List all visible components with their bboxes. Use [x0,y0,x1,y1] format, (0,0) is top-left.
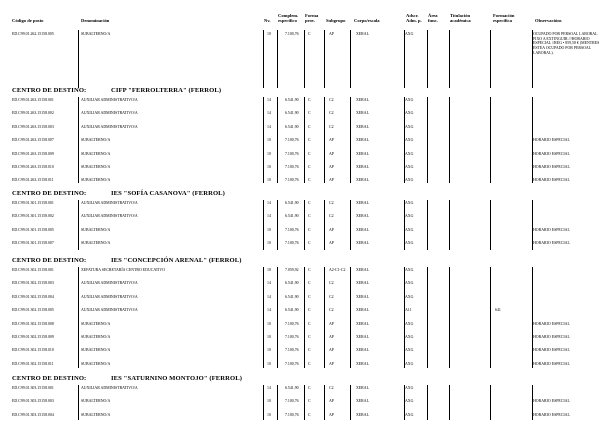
cell-codigo: ED.C99.01.262.15158.005 [12,32,54,36]
cell-corpo: XERAL [356,201,369,205]
cell-subgrupo: AP [329,321,334,326]
cell-denominacion: SUBALTERNO/A [81,227,111,232]
column-rule [277,97,278,183]
cell-denominacion: AUXILIAR ADMINISTRATIVO/A [81,281,138,286]
header-titulacion-line2: académica [450,18,471,24]
cell-forma: C [308,165,311,169]
column-rule [324,385,325,420]
header-area-line1: Área [428,13,438,18]
header-corpo: Corpo/escala [354,18,380,23]
column-rule [490,97,491,183]
column-rule [449,97,450,183]
section-label: CENTRO DE DESTINO: [12,87,87,94]
cell-observaciones: OCUPADO POR PERSOAL LABORAL FIXO A EXTINGUIR ///HORARIO ESPECIAL //REG • 859,58 € (MENTRES ESTEA OCUPADO POR PERSOAL LABORAL). [533,32,600,55]
column-rule [532,97,533,183]
header-complemento-line1: Complem. [278,13,299,18]
cell-codigo: ED.C99.01.302.15158.005 [12,308,54,313]
cell-subgrupo: AP [329,348,334,353]
column-rule [350,200,351,250]
cell-adscr: AXG [405,178,414,183]
cell-observaciones: HORARIO ESPECIAL [533,165,570,169]
cell-nivel: 10 [267,399,271,404]
cell-subgrupo: C2 [329,281,334,286]
cell-complemento: 7.100,76 [285,335,299,339]
cell-complemento: 6.541,90 [285,308,299,313]
column-rule [427,200,428,250]
cell-denominacion: SUBALTERNO/A [81,151,111,156]
cell-corpo: XERAL [356,241,369,246]
column-rule [532,200,533,250]
cell-complemento: 6.541,90 [285,201,299,205]
header-adscr-line1: Adscr. [406,13,419,18]
column-rule [304,97,305,183]
cell-nivel: 14 [267,281,271,286]
cell-adscr: AXG [405,321,414,326]
column-rule [78,30,79,88]
cell-subgrupo: C2 [329,111,334,116]
cell-codigo: ED.C99.01.302.15158.009 [12,335,54,339]
cell-codigo: ED.C99.01.303.15158.004 [12,412,54,417]
column-rule [532,30,533,88]
cell-denominacion: SUBALTERNO/A [81,241,111,246]
column-rule [263,385,264,420]
cell-observaciones: HORARIO ESPECIAL [533,151,570,156]
cell-denominacion: AUXILIAR ADMINISTRATIVO/A [81,124,138,129]
header-observaciones: Observacións [535,18,562,23]
cell-forma: C [308,151,311,156]
cell-codigo: ED.C99.01.263.15158.003 [12,124,54,129]
cell-subgrupo: C2 [329,308,334,313]
cell-denominacion: XEFATURA SECRETARÍA CENTRO EDUCATIVO [81,268,166,272]
cell-nivel: 10 [267,412,271,417]
cell-complemento: 7.100,76 [285,399,299,404]
cell-corpo: XERAL [356,227,369,232]
cell-codigo: ED.C99.01.301.15158.001 [12,201,54,205]
cell-subgrupo: A2-C1-C2 [329,268,346,272]
cell-adscr: AXG [405,412,414,417]
cell-subgrupo: C2 [329,386,334,390]
cell-subgrupo: AP [329,335,334,339]
cell-nivel: 10 [267,227,271,232]
column-rule [277,30,278,88]
header-forma [305,13,318,23]
cell-observaciones: HORARIO ESPECIAL [533,241,570,246]
cell-nivel: 10 [267,335,271,339]
cell-corpo: XERAL [356,399,369,404]
column-rule [404,385,405,420]
cell-forma: C [308,308,311,313]
cell-codigo: ED.C99.01.263.15158.002 [12,111,54,116]
cell-adscr: AXG [405,348,414,353]
cell-codigo: ED.C99.01.263.15158.001 [12,98,54,102]
header-formacion-line1: Formación [493,13,515,18]
cell-adscr: AXG [405,111,414,116]
column-rule [263,267,264,368]
cell-denominacion: AUXILIAR ADMINISTRATIVO/A [81,308,138,313]
cell-forma: C [308,201,311,205]
cell-forma: C [308,399,311,404]
cell-observaciones: HORARIO ESPECIAL [533,399,570,404]
column-rule [404,30,405,88]
cell-adscr: AXG [405,281,414,286]
cell-adscr: A11 [405,308,412,313]
cell-codigo: ED.C99.01.301.15158.007 [12,241,54,246]
cell-forma: C [308,98,311,102]
cell-adscr: AXG [405,214,414,219]
cell-forma: C [308,335,311,339]
cell-codigo: ED.C99.01.263.15158.009 [12,151,54,156]
header-subgrupo: Subgrupo [326,18,346,23]
cell-corpo: XERAL [356,361,369,366]
cell-codigo: ED.C99.01.302.15158.011 [12,361,54,366]
header-formacion-line2: específica [493,18,512,24]
cell-subgrupo: AP [329,361,334,366]
column-rule [449,30,450,88]
cell-corpo: XERAL [356,151,369,156]
cell-denominacion: SUBALTERNO/A [81,412,111,417]
column-rule [350,385,351,420]
cell-subgrupo: AP [329,151,334,156]
cell-corpo: XERAL [356,308,369,313]
cell-nivel: 10 [267,348,271,353]
column-rule [277,200,278,250]
column-rule [490,200,491,250]
cell-subgrupo: AP [329,138,334,143]
cell-forma: C [308,268,311,272]
cell-nivel: 14 [267,386,271,390]
column-rule [532,385,533,420]
section-label: CENTRO DE DESTINO: [12,257,87,264]
cell-forma: C [308,361,311,366]
cell-codigo: ED.C99.01.302.15158.008 [12,321,54,326]
cell-corpo: XERAL [356,348,369,353]
cell-nivel: 10 [267,32,271,36]
cell-denominacion: SUBALTERNO/A [81,178,111,183]
section-label: CENTRO DE DESTINO: [12,375,87,382]
cell-adscr: AXG [405,241,414,246]
cell-denominacion: SUBALTERNO/A [81,335,111,339]
column-rule [78,385,79,420]
cell-corpo: XERAL [356,268,369,272]
cell-forma: C [308,178,311,183]
cell-codigo: ED.C99.01.302.15158.003 [12,281,54,286]
column-rule [404,200,405,250]
cell-corpo: XERAL [356,138,369,143]
cell-nivel: 14 [267,214,271,219]
cell-observaciones: HORARIO ESPECIAL [533,321,570,326]
header-titulacion-line1: Titulación [450,13,471,18]
cell-adscr: AXG [405,201,414,205]
section-name: IES "SOFÍA CASANOVA" (FERROL) [111,190,225,197]
section-title [12,190,225,197]
cell-codigo: ED.C99.01.302.15158.004 [12,294,54,299]
column-rule [490,267,491,368]
header-nivel: Nv. [264,18,271,23]
column-rule [324,200,325,250]
cell-subgrupo: C2 [329,98,334,102]
cell-subgrupo: AP [329,227,334,232]
cell-adscr: AXG [405,124,414,129]
cell-nivel: 10 [267,151,271,156]
cell-nivel: 14 [267,308,271,313]
cell-denominacion: SUBALTERNO/A [81,348,111,353]
column-rule [490,30,491,88]
header-forma-line1: Forma [305,13,319,18]
cell-forma: C [308,214,311,219]
cell-adscr: AXG [405,165,414,169]
cell-nivel: 10 [267,165,271,169]
cell-codigo: ED.C99.01.302.15158.010 [12,348,54,353]
column-rule [263,200,264,250]
cell-subgrupo: AP [329,412,334,417]
column-rule [304,200,305,250]
cell-denominacion: AUXILIAR ADMINISTRATIVO/A [81,201,138,205]
cell-denominacion: SUBALTERNO/A [81,399,111,404]
cell-corpo: XERAL [356,32,369,36]
section-title [12,375,242,382]
column-rule [324,97,325,183]
cell-complemento: 6.541,90 [285,98,299,102]
cell-nivel: 10 [267,241,271,246]
cell-complemento: 7.059,92 [285,268,299,272]
cell-codigo: ED.C99.01.263.15158.011 [12,178,54,183]
cell-adscr: AXG [405,335,414,339]
cell-nivel: 14 [267,124,271,129]
header-forma-line2: prov. [305,18,315,24]
cell-corpo: XERAL [356,111,369,116]
column-rule [350,267,351,368]
cell-observaciones: HORARIO ESPECIAL [533,227,570,232]
header-complemento-line2: específico [278,18,297,24]
cell-denominacion: SUBALTERNO/A [81,321,111,326]
column-rule [78,97,79,183]
cell-forma: C [308,281,311,286]
cell-forma: C [308,227,311,232]
column-rule [427,30,428,88]
cell-complemento: 6.541,90 [285,386,299,390]
cell-observaciones: HORARIO ESPECIAL [533,361,570,366]
cell-forma: C [308,32,311,36]
cell-observaciones: HORARIO ESPECIAL [533,178,570,183]
cell-complemento: 6.541,90 [285,124,299,129]
cell-codigo: ED.C99.01.303.15158.003 [12,399,54,404]
cell-forma: C [308,294,311,299]
cell-adscr: AXG [405,294,414,299]
cell-corpo: XERAL [356,386,369,390]
section-title [12,87,222,94]
header-complemento [278,13,298,23]
cell-denominacion: SUBALTERNO/A [81,361,111,366]
cell-corpo: XERAL [356,124,369,129]
cell-complemento: 7.100,76 [285,241,299,246]
column-rule [427,97,428,183]
header-adscr [406,13,422,23]
column-rule [78,200,79,250]
column-rule [427,385,428,420]
cell-forma: C [308,348,311,353]
cell-codigo: ED.C99.01.301.15158.005 [12,227,54,232]
cell-forma: C [308,111,311,116]
cell-corpo: XERAL [356,165,369,169]
column-rule [449,200,450,250]
cell-complemento: 7.100,76 [285,321,299,326]
cell-complemento: 7.100,76 [285,138,299,143]
cell-adscr: AXG [405,138,414,143]
cell-formacion: 641 [495,308,501,313]
cell-corpo: XERAL [356,335,369,339]
cell-nivel: 18 [267,268,271,272]
cell-denominacion: AUXILIAR ADMINISTRATIVO/A [81,214,138,219]
cell-codigo: ED.C99.01.302.15158.001 [12,268,54,272]
column-rule [427,267,428,368]
column-rule [277,385,278,420]
column-rule [263,97,264,183]
cell-adscr: AXG [405,361,414,366]
cell-adscr: AXG [405,268,414,272]
cell-forma: C [308,241,311,246]
column-rule [304,267,305,368]
cell-complemento: 7.100,76 [285,361,299,366]
cell-codigo: ED.C99.01.303.15158.001 [12,386,54,390]
cell-nivel: 10 [267,361,271,366]
column-rule [449,267,450,368]
header-area-line2: func. [428,18,438,24]
cell-denominacion: AUXILIAR ADMINISTRATIVO/A [81,98,138,102]
cell-adscr: AXG [405,227,414,232]
cell-denominacion: AUXILIAR ADMINISTRATIVO/A [81,386,138,390]
column-rule [324,267,325,368]
cell-complemento: 7.100,76 [285,151,299,156]
cell-observaciones: HORARIO ESPECIAL [533,335,570,339]
cell-nivel: 14 [267,111,271,116]
column-rule [324,30,325,88]
header-area [428,13,438,23]
header-adscr-line2: Adm. p. [406,18,422,24]
cell-corpo: XERAL [356,214,369,219]
cell-forma: C [308,138,311,143]
cell-complemento: 6.541,90 [285,111,299,116]
cell-forma: C [308,412,311,417]
cell-adscr: AXG [405,151,414,156]
column-rule [277,267,278,368]
cell-subgrupo: AP [329,32,334,36]
column-rule [490,385,491,420]
cell-subgrupo: C2 [329,294,334,299]
cell-codigo: ED.C99.01.263.15158.007 [12,138,54,143]
column-rule [78,267,79,368]
cell-denominacion: SUBALTERNO/A [81,138,111,143]
cell-codigo: ED.C99.01.301.15158.002 [12,214,54,219]
column-rule [304,385,305,420]
cell-complemento: 7.100,76 [285,412,299,417]
cell-complemento: 7.100,76 [285,165,299,169]
cell-nivel: 14 [267,98,271,102]
cell-nivel: 14 [267,201,271,205]
cell-denominacion: AUXILIAR ADMINISTRATIVO/A [81,111,138,116]
header-codigo: Código de posto [12,18,44,23]
header-titulacion [450,13,471,23]
cell-denominacion: SUBALTERNO/A [81,32,111,36]
column-rule [449,385,450,420]
cell-forma: C [308,124,311,129]
cell-forma: C [308,386,311,390]
cell-nivel: 10 [267,321,271,326]
cell-complemento: 7.100,76 [285,178,299,183]
section-label: CENTRO DE DESTINO: [12,190,87,197]
cell-corpo: XERAL [356,412,369,417]
cell-complemento: 7.100,76 [285,227,299,232]
cell-adscr: AXG [405,98,414,102]
cell-observaciones: HORARIO ESPECIAL [533,138,570,143]
column-rule [350,30,351,88]
cell-corpo: XERAL [356,294,369,299]
cell-adscr: AXG [405,399,414,404]
cell-complemento: 6.541,90 [285,294,299,299]
section-name: CIFP "FERROLTERRA" (FERROL) [111,87,222,94]
cell-observaciones: HORARIO ESPECIAL [533,348,570,353]
cell-codigo: ED.C99.01.263.15158.010 [12,165,54,169]
section-name: IES "CONCEPCIÓN ARENAL" (FERROL) [111,257,242,264]
cell-nivel: 10 [267,138,271,143]
cell-subgrupo: C2 [329,124,334,129]
cell-nivel: 14 [267,294,271,299]
cell-corpo: XERAL [356,98,369,102]
cell-complemento: 6.541,90 [285,214,299,219]
cell-subgrupo: C2 [329,214,334,219]
cell-complemento: 7.100,76 [285,348,299,353]
column-rule [404,267,405,368]
cell-adscr: AXG [405,32,414,36]
section-name: IES "SATURNINO MONTOJO" (FERROL) [111,375,242,382]
header-denominacion: Denominación [81,18,110,23]
cell-subgrupo: C2 [329,201,334,205]
cell-corpo: XERAL [356,178,369,183]
cell-observaciones: HORARIO ESPECIAL [533,412,570,417]
cell-corpo: XERAL [356,281,369,286]
cell-denominacion: AUXILIAR ADMINISTRATIVO/A [81,294,138,299]
cell-complemento: 6.541,90 [285,281,299,286]
column-rule [304,30,305,88]
cell-subgrupo: AP [329,165,334,169]
cell-subgrupo: AP [329,241,334,246]
cell-complemento: 7.100,76 [285,32,299,36]
cell-forma: C [308,321,311,326]
header-formacion [493,13,514,23]
cell-subgrupo: AP [329,399,334,404]
cell-subgrupo: AP [329,178,334,183]
cell-nivel: 10 [267,178,271,183]
column-rule [263,30,264,88]
section-title [12,257,242,264]
cell-adscr: AXG [405,386,414,390]
column-rule [350,97,351,183]
column-rule [532,267,533,368]
column-rule [404,97,405,183]
cell-denominacion: SUBALTERNO/A [81,165,111,169]
cell-corpo: XERAL [356,321,369,326]
